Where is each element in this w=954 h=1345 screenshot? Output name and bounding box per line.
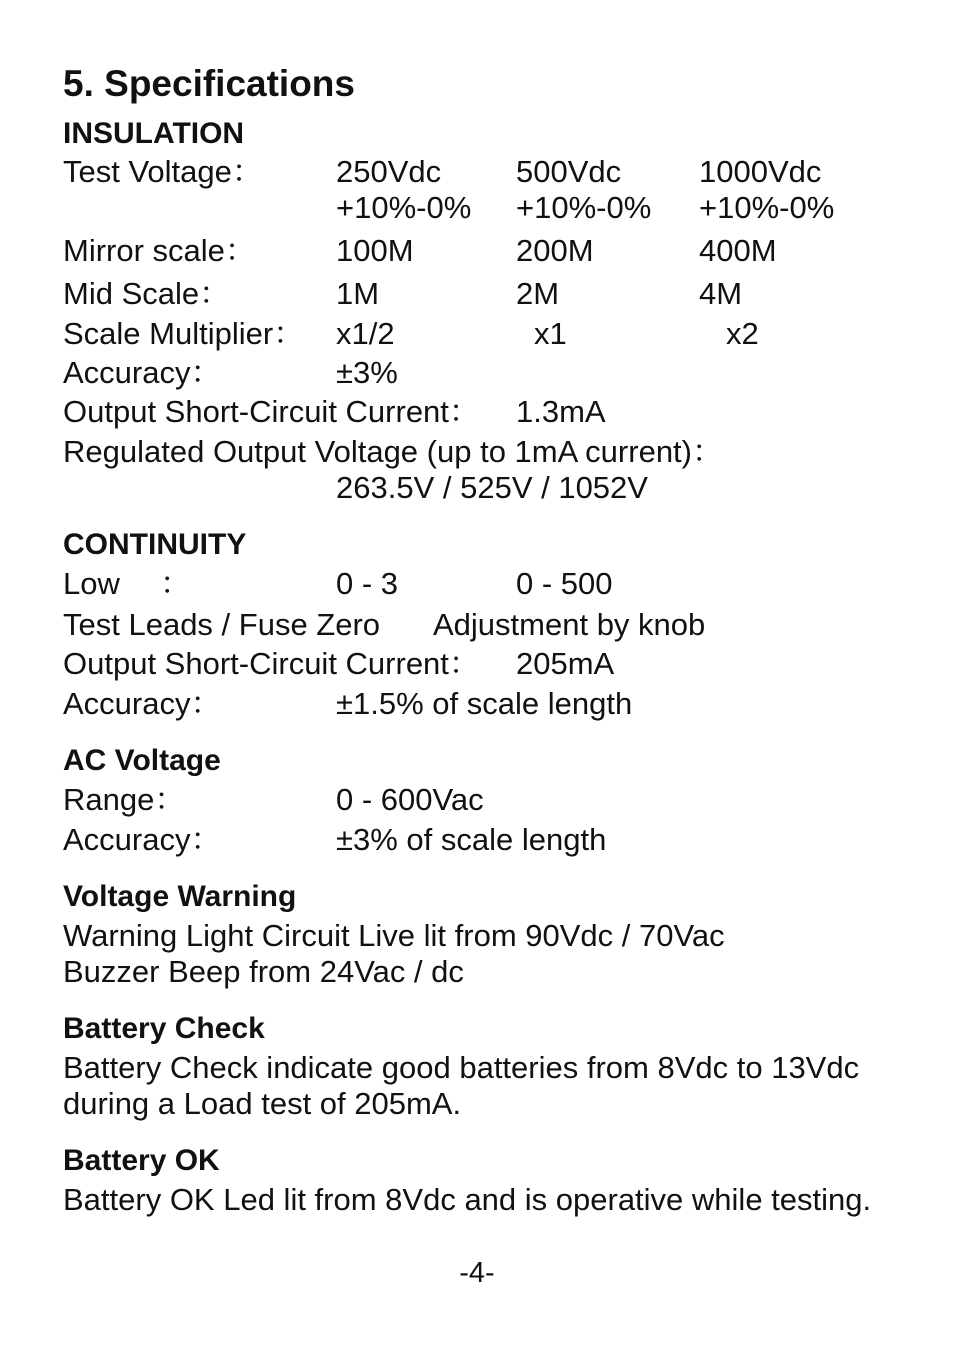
voltage-warning-heading: Voltage Warning [63,880,297,913]
ac-accuracy-value: ±3% of scale length [336,822,607,857]
fuse-zero-label: Test Leads / Fuse Zero [63,607,381,642]
test-voltage-value-1: 250Vdc [336,154,442,189]
ac-accuracy-label: Accuracy： [63,822,222,857]
test-voltage-tolerance-2: +10%-0% [516,190,652,225]
test-voltage-value-3: 1000Vdc [699,154,822,189]
mid-scale-value-2: 2M [516,276,560,311]
mid-scale-value-3: 4M [699,276,743,311]
page-number: -4- [459,1257,495,1289]
insulation-accuracy-value: ±3% [336,355,398,390]
scale-multiplier-value-2: x1 [534,316,567,351]
fuse-zero-value: Adjustment by knob [433,607,706,642]
battery-check-line-1: Battery Check indicate good batteries from 8Vdc to 13Vdc [63,1050,860,1085]
continuity-heading: CONTINUITY [63,528,247,561]
continuity-low-colon: ： [160,566,191,601]
insulation-accuracy-label: Accuracy： [63,355,222,390]
continuity-short-circuit-value: 205mA [516,646,615,681]
continuity-short-circuit-label: Output Short-Circuit Current： [63,646,480,681]
insulation-short-circuit-value: 1.3mA [516,394,606,429]
continuity-accuracy-label: Accuracy： [63,686,222,721]
voltage-warning-line-2: Buzzer Beep from 24Vac / dc [63,954,464,989]
voltage-warning-line-1: Warning Light Circuit Live lit from 90Vdc / 70Vac [63,918,725,953]
mirror-scale-value-2: 200M [516,233,594,268]
scale-multiplier-value-3: x2 [726,316,759,351]
continuity-accuracy-value: ±1.5% of scale length [336,686,633,721]
insulation-heading: INSULATION [63,117,245,150]
battery-check-heading: Battery Check [63,1012,265,1045]
page-title: 5. Specifications [63,63,355,104]
scale-multiplier-value-1: x1/2 [336,316,395,351]
mid-scale-value-1: 1M [336,276,380,311]
test-voltage-value-2: 500Vdc [516,154,622,189]
test-voltage-label: Test Voltage： [63,154,263,189]
mirror-scale-value-3: 400M [699,233,777,268]
battery-check-line-2: during a Load test of 205mA. [63,1086,462,1121]
ac-range-value: 0 - 600Vac [336,782,484,817]
mirror-scale-value-1: 100M [336,233,414,268]
regulated-voltage-label: Regulated Output Voltage (up to 1mA current)： [63,434,723,469]
insulation-short-circuit-label: Output Short-Circuit Current： [63,394,480,429]
ac-voltage-heading: AC Voltage [63,744,221,777]
mid-scale-label: Mid Scale： [63,276,231,311]
continuity-low-value-2: 0 - 500 [516,566,613,601]
battery-ok-line-1: Battery OK Led lit from 8Vdc and is operative while testing. [63,1182,872,1217]
battery-ok-heading: Battery OK [63,1144,220,1177]
continuity-low-label: Low [63,566,120,601]
test-voltage-tolerance-1: +10%-0% [336,190,472,225]
mirror-scale-label: Mirror scale： [63,233,256,268]
ac-range-label: Range： [63,782,186,817]
scale-multiplier-label: Scale Multiplier： [63,316,305,351]
regulated-voltage-value: 263.5V / 525V / 1052V [336,470,648,505]
test-voltage-tolerance-3: +10%-0% [699,190,835,225]
continuity-low-value-1: 0 - 3 [336,566,399,601]
